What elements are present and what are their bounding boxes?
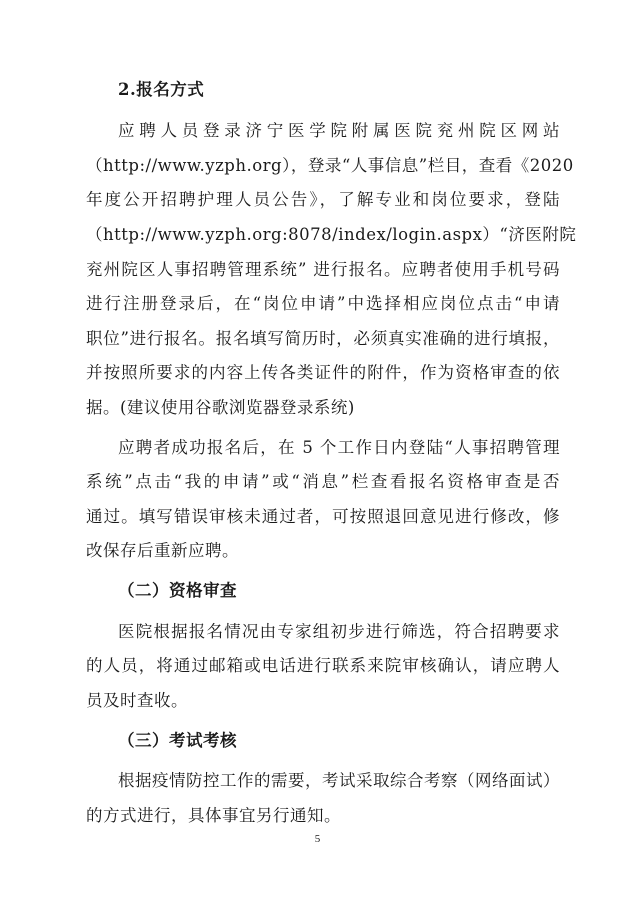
page-number: 5 — [314, 833, 321, 845]
paragraph-line: 的人员，将通过邮箱或电话进行联系来院审核确认，请应聘人 — [86, 656, 560, 675]
paragraph-line: 医院根据报名情况由专家组初步进行筛选，符合招聘要求 — [118, 622, 560, 641]
paragraph-line: 根据疫情防控工作的需要，考试采取综合考察（网络面试） — [118, 771, 560, 790]
paragraph-line: 年度公开招聘护理人员公告》，了解专业和岗位要求，登陆 — [86, 190, 560, 209]
paragraph-line: 改保存后重新应聘。 — [86, 541, 239, 560]
paragraph-line: （http://www.yzph.org:8078/index/login.aspx）“济医附院 — [86, 225, 577, 244]
paragraph-line: 并按照所要求的内容上传各类证件的附件，作为资格审查的依 — [86, 363, 560, 382]
paragraph-line: 应聘者成功报名后，在 5 个工作日内登陆“人事招聘管理 — [118, 438, 560, 457]
paragraph-line: 兖州院区人事招聘管理系统” 进行报名。应聘者使用手机号码 — [86, 260, 560, 279]
paragraph-line: 进行注册登录后，在“岗位申请”中选择相应岗位点击“申请 — [86, 294, 560, 313]
paragraph-line: 系统”点击“我的申请”或“消息”栏查看报名资格审查是否 — [86, 472, 560, 491]
paragraph-line: （http://www.yzph.org），登录“人事信息”栏目，查看《2020 — [86, 156, 574, 175]
paragraph-line: 应聘人员登录济宁医学院附属医院兖州院区网站 — [118, 121, 560, 140]
section-heading-registration-method: 2.报名方式 — [118, 80, 205, 99]
section-heading-examination: （三）考试考核 — [118, 731, 237, 750]
section-heading-qualification-review: （二）资格审查 — [118, 581, 237, 600]
paragraph-line: 据。(建议使用谷歌浏览器登录系统) — [86, 398, 355, 417]
paragraph-line: 的方式进行，具体事宜另行通知。 — [86, 806, 341, 825]
paragraph-line: 员及时查收。 — [86, 691, 188, 710]
paragraph-line: 通过。填写错误审核未通过者，可按照退回意见进行修改，修 — [86, 507, 560, 526]
paragraph-line: 职位”进行报名。报名填写简历时，必须真实准确的进行填报， — [86, 329, 560, 348]
